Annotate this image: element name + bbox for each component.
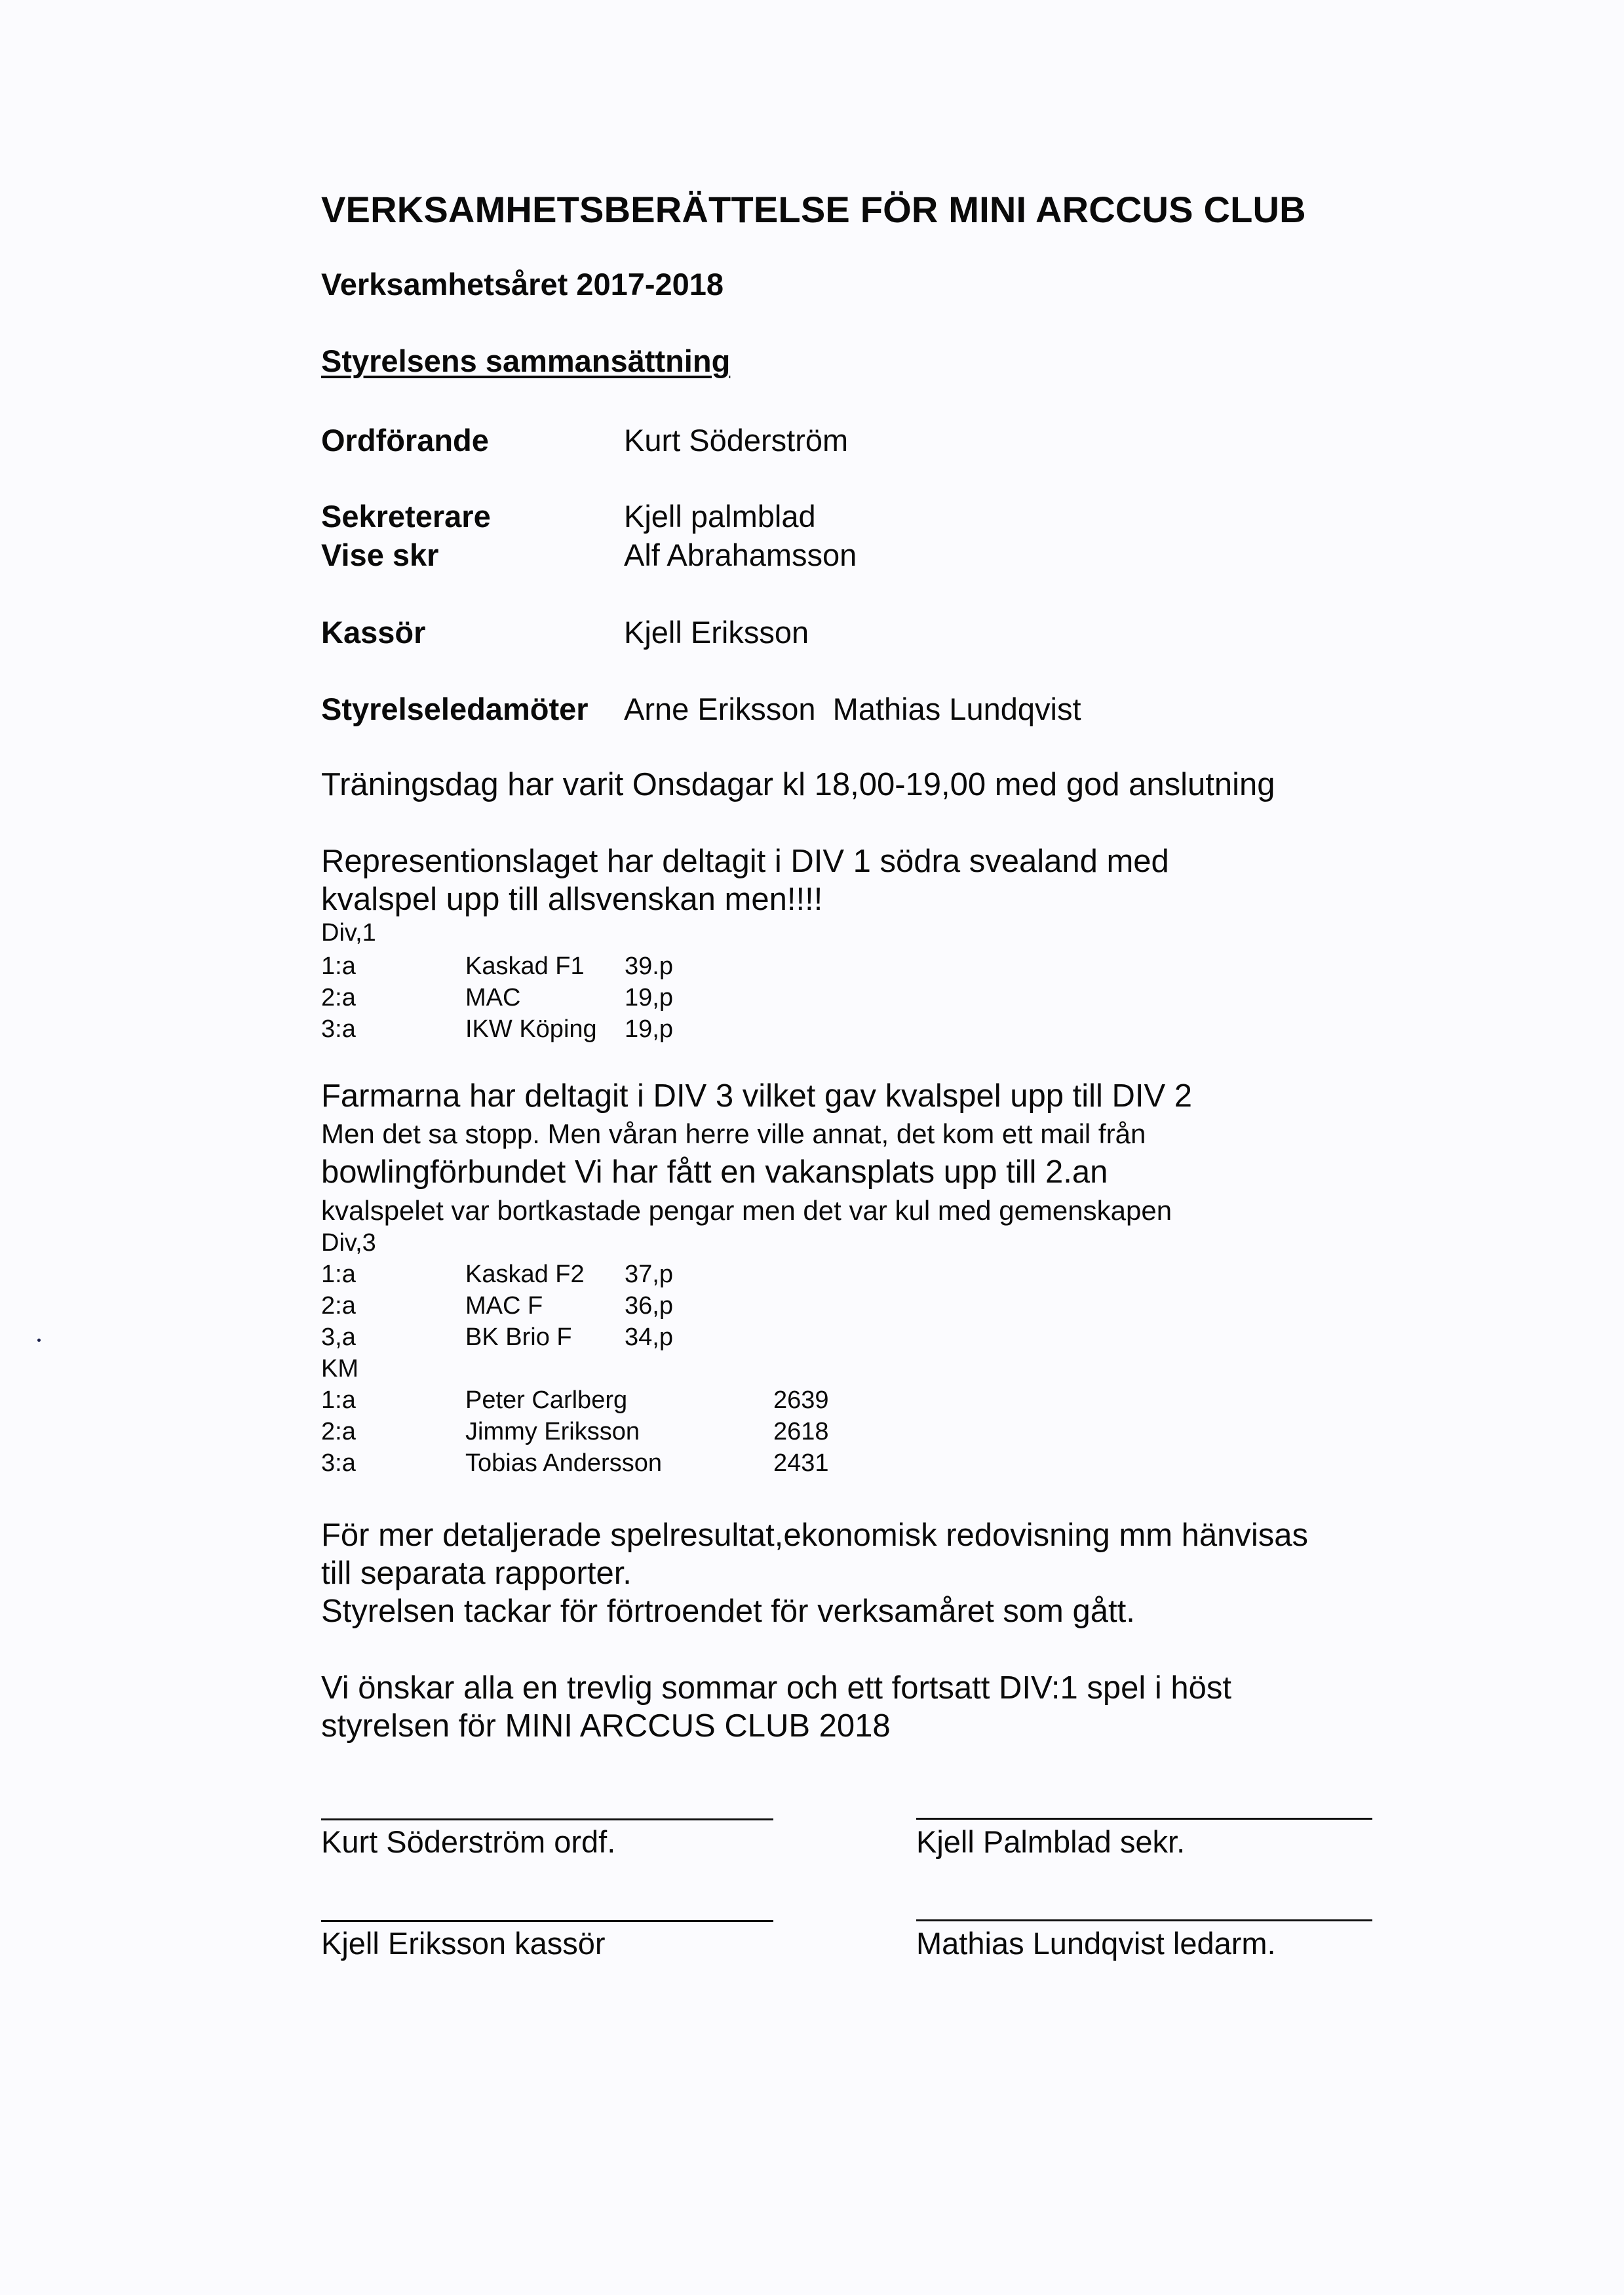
standing-team: Kaskad F1 xyxy=(465,952,585,980)
fiscal-year-heading: Verksamhetsåret 2017-2018 xyxy=(321,267,724,302)
div3-label: Div,3 xyxy=(321,1229,376,1257)
board-member: Kjell palmblad xyxy=(624,499,816,534)
standing-team: BK Brio F xyxy=(465,1324,572,1351)
farm-line: Men det sa stopp. Men våran herre ville annat, det kom ett mail från xyxy=(321,1118,1146,1149)
farm-line: bowlingförbundet Vi har fått en vakansplats upp till 2.an xyxy=(321,1154,1108,1190)
standing-team: IKW Köping xyxy=(465,1015,597,1043)
standing-rank: 3,a xyxy=(321,1324,356,1351)
farm-line: kvalspelet var bortkastade pengar men det var kul med gemenskapen xyxy=(321,1195,1172,1226)
closing-line: till separata rapporter. xyxy=(321,1556,632,1591)
km-score: 2618 xyxy=(773,1418,829,1445)
standing-points: 39.p xyxy=(625,952,673,980)
standing-team: MAC xyxy=(465,984,521,1011)
standing-rank: 3:a xyxy=(321,1015,356,1043)
scan-speck xyxy=(37,1339,41,1342)
board-role: Sekreterare xyxy=(321,499,491,534)
km-score: 2431 xyxy=(773,1449,829,1477)
signature-name: Mathias Lundqvist ledarm. xyxy=(916,1926,1276,1961)
standing-rank: 1:a xyxy=(321,1261,356,1288)
closing-line: För mer detaljerade spelresultat,ekonomisk redovisning mm hänvisas xyxy=(321,1518,1309,1553)
signature-line xyxy=(321,1920,773,1922)
board-member: Kurt Söderström xyxy=(624,423,849,458)
km-rank: 2:a xyxy=(321,1418,356,1445)
standing-rank: 1:a xyxy=(321,952,356,980)
km-label: KM xyxy=(321,1355,358,1383)
km-player: Jimmy Eriksson xyxy=(465,1418,640,1445)
signature-line xyxy=(321,1818,773,1820)
km-rank: 1:a xyxy=(321,1386,356,1414)
standing-points: 37,p xyxy=(625,1261,673,1288)
board-role: Vise skr xyxy=(321,538,439,572)
farewell-line: Vi önskar alla en trevlig sommar och ett fortsatt DIV:1 spel i höst xyxy=(321,1670,1231,1706)
board-member: Arne Eriksson Mathias Lundqvist xyxy=(624,692,1081,726)
signature-line xyxy=(916,1818,1372,1820)
signature-name: Kjell Palmblad sekr. xyxy=(916,1824,1186,1859)
standing-team: Kaskad F2 xyxy=(465,1261,585,1288)
board-member: Kjell Eriksson xyxy=(624,615,809,650)
standing-rank: 2:a xyxy=(321,1292,356,1320)
farewell-line: styrelsen för MINI ARCCUS CLUB 2018 xyxy=(321,1708,891,1744)
km-score: 2639 xyxy=(773,1386,829,1414)
representation-line: Representionslaget har deltagit i DIV 1 södra svealand med xyxy=(321,844,1169,879)
standing-points: 34,p xyxy=(625,1324,673,1351)
signature-line xyxy=(916,1919,1372,1921)
board-role: Styrelseledamöter xyxy=(321,692,589,726)
standing-points: 36,p xyxy=(625,1292,673,1320)
closing-line: Styrelsen tackar för förtroendet för verksamåret som gått. xyxy=(321,1594,1135,1629)
board-role: Ordförande xyxy=(321,423,489,458)
standing-team: MAC F xyxy=(465,1292,543,1320)
km-rank: 3:a xyxy=(321,1449,356,1477)
signature-name: Kurt Söderström ordf. xyxy=(321,1824,616,1859)
board-section-heading: Styrelsens sammansättning xyxy=(321,343,731,378)
signature-name: Kjell Eriksson kassör xyxy=(321,1926,606,1961)
div1-label: Div,1 xyxy=(321,919,376,947)
representation-line: kvalspel upp till allsvenskan men!!!! xyxy=(321,882,823,917)
training-paragraph: Träningsdag har varit Onsdagar kl 18,00-19,00 med god anslutning xyxy=(321,767,1275,802)
km-player: Peter Carlberg xyxy=(465,1386,628,1414)
standing-points: 19,p xyxy=(625,1015,673,1043)
board-role: Kassör xyxy=(321,615,426,650)
standing-rank: 2:a xyxy=(321,984,356,1011)
standing-points: 19,p xyxy=(625,984,673,1011)
board-member: Alf Abrahamsson xyxy=(624,538,857,572)
document-title: VERKSAMHETSBERÄTTELSE FÖR MINI ARCCUS CLUB xyxy=(321,189,1306,230)
km-player: Tobias Andersson xyxy=(465,1449,662,1477)
farm-line: Farmarna har deltagit i DIV 3 vilket gav kvalspel upp till DIV 2 xyxy=(321,1078,1193,1114)
